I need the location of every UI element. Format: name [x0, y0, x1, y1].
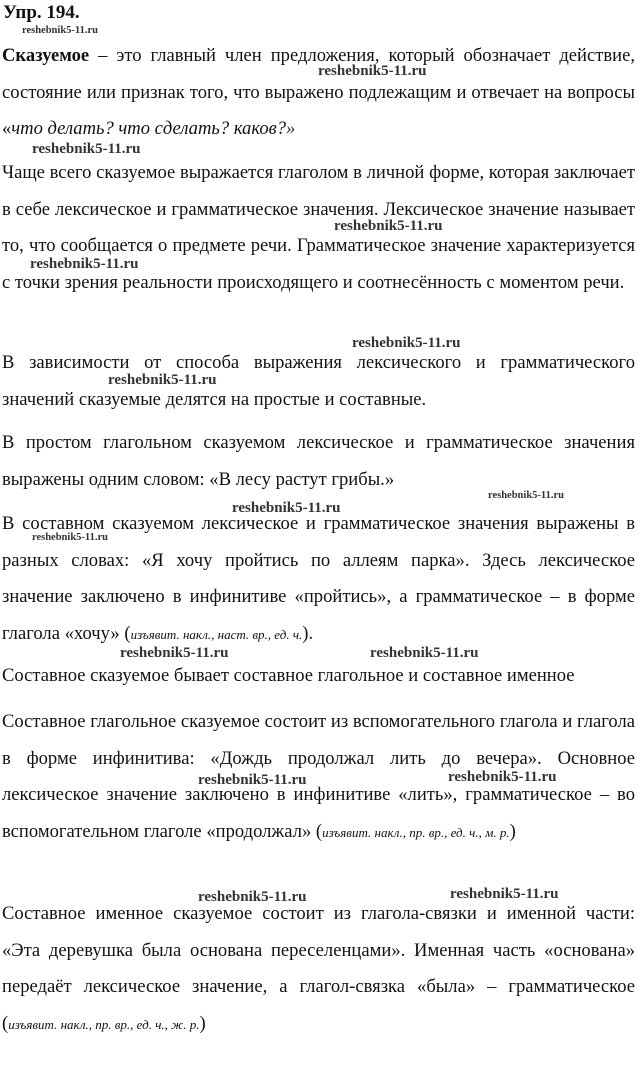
definition-questions: что делать? что сделать? каков?» [11, 118, 296, 139]
watermark-text: reshebnik5-11.ru [448, 769, 557, 785]
paragraph-text: В простом глагольном сказуемом лексическое и грамматическое значения выражены одним словом: «В лесу растут грибы.» [2, 432, 635, 490]
grammar-note: изъявит. накл., пр. вр., ед. ч., ж. р. [8, 1016, 200, 1032]
paragraph-compound-nominal [2, 896, 635, 1043]
term-predicate: Сказуемое [2, 45, 90, 66]
watermark-text: reshebnik5-11.ru [334, 218, 443, 234]
watermark-text: reshebnik5-11.ru [450, 886, 559, 902]
watermark-text: reshebnik5-11.ru [22, 25, 98, 36]
paragraph-text: В зависимости от способа выражения лексического и грамматического значений сказуемые делятся на простые и составные. [2, 352, 635, 410]
paragraph-verb-form [2, 155, 635, 301]
paragraph-types [2, 345, 635, 418]
watermark-text: reshebnik5-11.ru [30, 256, 139, 272]
grammar-note: изъявит. накл., наст. вр., ед. ч. [130, 626, 303, 642]
watermark-text: reshebnik5-11.ru [198, 889, 307, 905]
paragraph-text: Составное сказуемое бывает составное глагольное и составное именное [2, 665, 575, 686]
paragraph-definition [2, 38, 635, 148]
watermark-text: reshebnik5-11.ru [32, 141, 141, 157]
watermark-text: reshebnik5-11.ru [352, 335, 461, 351]
exercise-title: Упр. 194. [3, 2, 80, 23]
paragraph-tail: ). [302, 622, 314, 644]
paragraph-compound-predicate [2, 506, 635, 653]
watermark-text: reshebnik5-11.ru [32, 532, 108, 543]
watermark-text: reshebnik5-11.ru [488, 490, 564, 501]
definition-text: – это главный член предложения, который обозначает действие, состояние или признак того, что выражено подлежащим и отвечает на вопросы « [2, 45, 635, 139]
paragraph-simple-predicate [2, 425, 635, 498]
paragraph-tail: ) [199, 1012, 206, 1034]
paragraph-text: Составное именное сказуемое состоит из глагола-связки и именной части: «Эта деревушка была основана переселенцами». Именная часть «основана» передаёт лексическое значение, а глагол-связка «была» – грамматическое ( [2, 903, 635, 1034]
paragraph-text: В составном сказуемом лексическое и грамматическое значения выражены в разных словах: «Я хочу пройтись по аллеям парка». Здесь лексическое значение заключено в инфинитиве «пройтись», а грамматическое – в форме глагола «хочу» ( [2, 513, 635, 644]
watermark-text: reshebnik5-11.ru [108, 372, 217, 388]
paragraph-tail: ) [509, 820, 516, 842]
watermark-text: reshebnik5-11.ru [318, 63, 427, 79]
paragraph-text: Чаще всего сказуемое выражается глаголом в личной форме, которая заключает в себе лексическое и грамматическое значения. Лексическое значение называет то, что сообщается о предмете речи. Грамматическое значение характеризуется с точки зрения реальности происходящего и соотнесённость с моментом речи. [2, 162, 635, 293]
paragraph-compound-kinds [2, 658, 635, 695]
watermark-text: reshebnik5-11.ru [370, 645, 479, 661]
grammar-note: изъявит. накл., пр. вр., ед. ч., м. р. [322, 824, 510, 840]
watermark-text: reshebnik5-11.ru [198, 772, 307, 788]
watermark-text: reshebnik5-11.ru [232, 500, 341, 516]
paragraph-text: Составное глагольное сказуемое состоит из вспомогательного глагола и глагола в форме инфинитива: «Дождь продолжал лить до вечера». Основное лексическое значение заключено в инфинитиве «лить», грамматическое – во вспомогательном глаголе «продолжал» ( [2, 711, 635, 842]
watermark-text: reshebnik5-11.ru [120, 645, 229, 661]
